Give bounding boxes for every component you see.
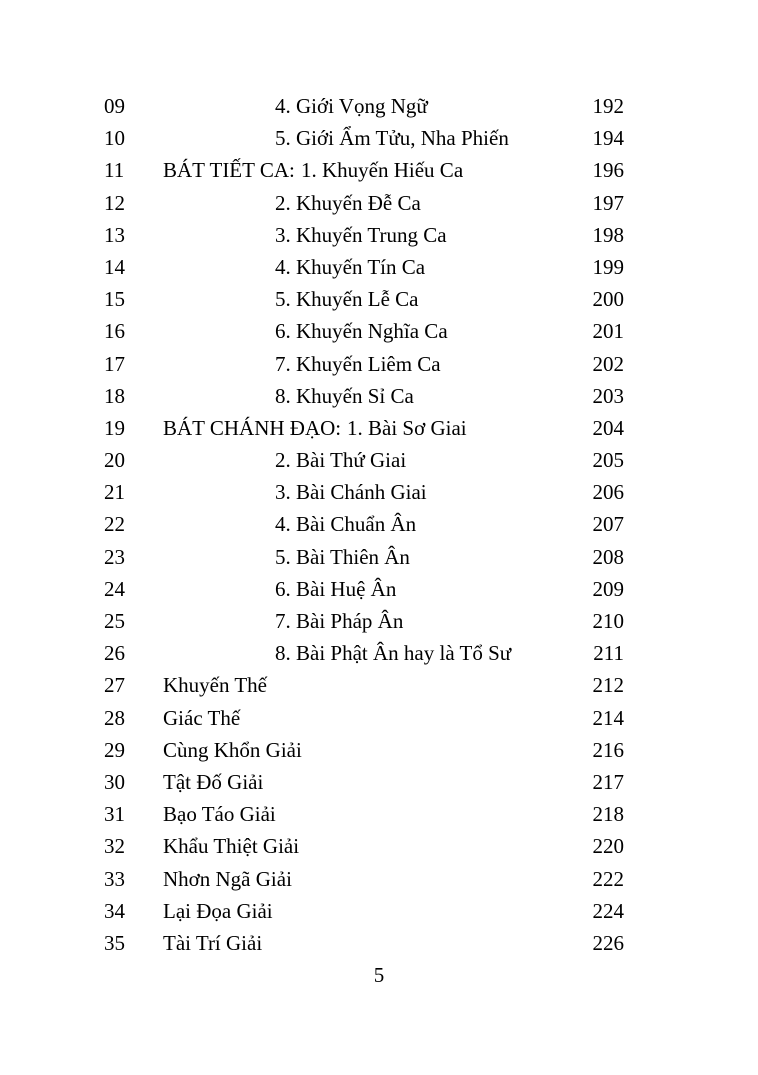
toc-row (0, 348, 758, 380)
toc-row-number: 22 (104, 512, 125, 537)
toc-page-number: 210 (592, 609, 624, 633)
toc-page-number: 217 (592, 769, 624, 794)
toc-row-number: 34 (104, 898, 125, 923)
toc-entry-title: 3. Khuyến Trung Ca (275, 222, 447, 247)
toc-row (0, 187, 758, 219)
toc-row-number: 21 (104, 480, 125, 505)
toc-entry-title: 6. Khuyến Nghĩa Ca (275, 319, 448, 344)
toc-page-number: 204 (592, 415, 624, 440)
toc-row-number: 15 (104, 287, 125, 312)
toc-row-number: 26 (104, 641, 125, 666)
toc-page-number: 214 (592, 705, 624, 730)
toc-entry-title: Tài Trí Giải (163, 930, 263, 955)
toc-entry-title: 4. Giới Vọng Ngữ (275, 94, 428, 118)
toc-row-number: 29 (104, 737, 125, 762)
toc-entry-title: Bạo Táo Giải (163, 802, 276, 827)
toc-row (0, 895, 758, 927)
toc-row (0, 508, 758, 540)
toc-page-number: 226 (592, 930, 624, 955)
toc-page-number: 202 (592, 351, 624, 376)
toc-entry-title: Nhơn Ngã Giải (163, 866, 292, 891)
toc-entry-title: 8. Khuyến Sỉ Ca (275, 383, 414, 408)
toc-entry-title: Khẩu Thiệt Giải (163, 834, 300, 859)
toc-row-number: 24 (104, 576, 125, 601)
toc-row (0, 283, 758, 315)
toc-row-number: 30 (104, 769, 125, 794)
toc-page-number: 222 (592, 866, 624, 891)
toc-page-number: 203 (592, 383, 624, 408)
toc-page-number: 199 (592, 254, 624, 279)
toc-page-number: 218 (592, 802, 624, 827)
toc-entry-title: 2. Bài Thứ Giai (275, 448, 407, 473)
toc-entry-title: 2. Khuyến Đễ Ca (275, 190, 421, 215)
toc-entry-title: 1. Khuyến Hiếu Ca (301, 158, 464, 183)
toc-entry-title: 6. Bài Huệ Ân (275, 576, 397, 601)
toc-row (0, 605, 758, 637)
toc-row-number: 11 (104, 158, 125, 183)
toc-page-number: 212 (592, 673, 624, 698)
toc-row (0, 380, 758, 412)
toc-row (0, 90, 758, 122)
toc-row-number: 27 (104, 673, 125, 698)
toc-page-number: 224 (592, 898, 624, 923)
toc-page-number: 201 (592, 319, 624, 344)
toc-entry-title: Khuyến Thế (163, 673, 268, 698)
table-of-contents (0, 90, 758, 959)
toc-row (0, 927, 758, 959)
toc-page-number: 200 (592, 287, 624, 312)
toc-row (0, 734, 758, 766)
page-number: 5 (373, 963, 385, 987)
toc-page-number: 198 (592, 222, 624, 247)
toc-row (0, 315, 758, 347)
toc-entry-title: 7. Bài Pháp Ân (275, 609, 404, 633)
toc-row-number: 35 (104, 930, 125, 955)
toc-row-number: 31 (104, 802, 125, 827)
toc-entry-title: 5. Giới Ẩm Tửu, Nha Phiến (275, 126, 509, 151)
toc-row-number: 18 (104, 383, 125, 408)
toc-entry-title: 7. Khuyến Liêm Ca (275, 351, 441, 376)
toc-row (0, 573, 758, 605)
toc-row-number: 16 (104, 319, 125, 344)
toc-row (0, 541, 758, 573)
toc-entry-title: 5. Khuyến Lễ Ca (275, 287, 419, 312)
toc-page-number: 192 (592, 94, 624, 118)
toc-entry-title: 1. Bài Sơ Giai (347, 415, 467, 440)
toc-row (0, 251, 758, 283)
toc-row (0, 798, 758, 830)
toc-row (0, 863, 758, 895)
toc-page-number: 197 (592, 190, 624, 215)
toc-page-number: 208 (592, 544, 624, 569)
toc-row-number: 23 (104, 544, 125, 569)
toc-entry-title: 4. Bài Chuẩn Ân (275, 512, 417, 537)
toc-page-number: 220 (592, 834, 624, 859)
toc-row-number: 19 (104, 415, 125, 440)
toc-section-heading: BÁT CHÁNH ĐẠO: (163, 415, 342, 440)
toc-page-number: 216 (592, 737, 624, 762)
toc-row-number: 25 (104, 609, 125, 633)
toc-page-number: 211 (593, 641, 624, 666)
toc-page-number: 206 (592, 480, 624, 505)
toc-row (0, 637, 758, 669)
toc-row (0, 412, 758, 444)
toc-page-number: 207 (592, 512, 624, 537)
toc-row-number: 17 (104, 351, 125, 376)
toc-row-number: 10 (104, 126, 125, 151)
toc-entry-title: 3. Bài Chánh Giai (275, 480, 427, 505)
toc-entry-title: Giác Thế (163, 705, 241, 730)
toc-page-number: 194 (592, 126, 624, 151)
toc-entry-title: Cùng Khổn Giải (163, 737, 302, 762)
toc-entry-title: 4. Khuyến Tín Ca (275, 254, 426, 279)
toc-row (0, 702, 758, 734)
toc-section-heading: BÁT TIẾT CA: (163, 158, 295, 183)
toc-row (0, 444, 758, 476)
toc-row-number: 14 (104, 254, 125, 279)
toc-page-number: 209 (592, 576, 624, 601)
toc-row (0, 669, 758, 701)
toc-row-number: 20 (104, 448, 125, 473)
toc-row (0, 154, 758, 186)
toc-row (0, 766, 758, 798)
toc-page-number: 196 (592, 158, 624, 183)
toc-entry-title: 5. Bài Thiên Ân (275, 544, 410, 569)
toc-entry-title: Tật Đố Giải (163, 769, 264, 794)
toc-entry-title: 8. Bài Phật Ân hay là Tổ Sư (275, 641, 512, 666)
toc-row-number: 13 (104, 222, 125, 247)
toc-page-number: 205 (592, 448, 624, 473)
toc-row (0, 476, 758, 508)
toc-row-number: 12 (104, 190, 125, 215)
toc-row (0, 830, 758, 862)
toc-row-number: 28 (104, 705, 125, 730)
toc-row (0, 122, 758, 154)
toc-row-number: 09 (104, 94, 125, 118)
toc-entry-title: Lại Đọa Giải (163, 898, 273, 923)
toc-row-number: 32 (104, 834, 125, 859)
toc-row-number: 33 (104, 866, 125, 891)
toc-row (0, 219, 758, 251)
